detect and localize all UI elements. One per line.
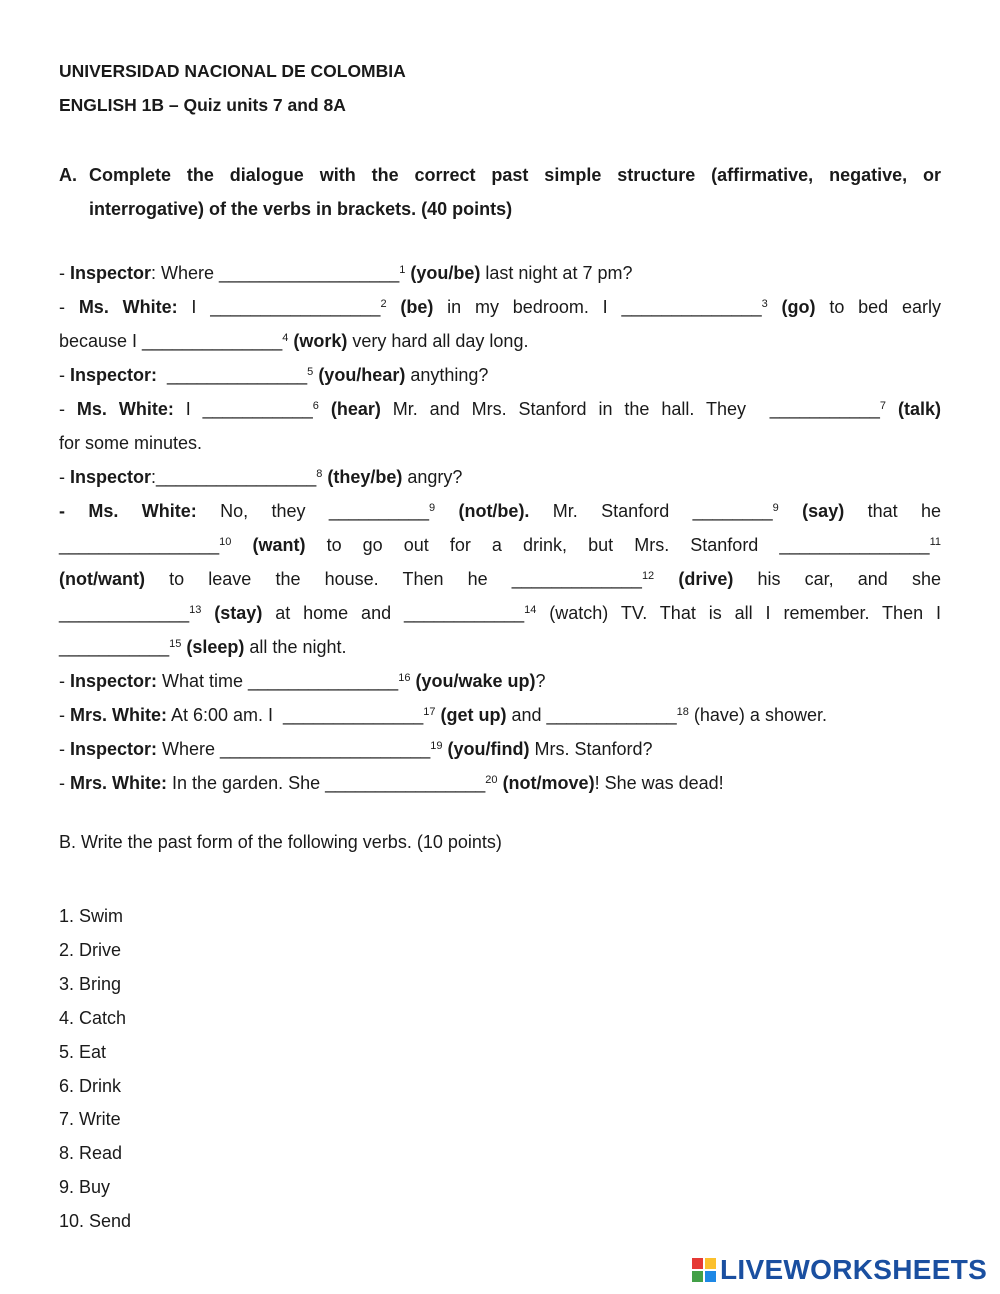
- dialogue-line: - Mrs. White: In the garden. She ________________$^{20}$ (not/move)! She was dead!: [59, 773, 724, 793]
- dialogue-line: - Inspector: Where __________________$^1$ (you/be) last night at 7 pm?: [59, 263, 633, 283]
- logo-square-icon: [692, 1271, 703, 1282]
- section-b-instruction: B. Write the past form of the following verbs. (10 points): [59, 832, 502, 852]
- logo-icon: [692, 1258, 716, 1282]
- dialogue: [59, 256, 941, 800]
- course-title: ENGLISH 1B – Quiz units 7 and 8A: [59, 95, 346, 115]
- list-item: 10. Send: [59, 1211, 132, 1232]
- list-item: 2. Drive: [59, 939, 122, 960]
- dialogue-line: because I ______________$^4$ (work) very hard all day long.: [59, 331, 529, 351]
- dialogue-line: - Ms. White: No, they __________$^9$ (not/be). Mr. Stanford ________$^9$ (say) that he: [59, 501, 941, 521]
- logo-square-icon: [705, 1258, 716, 1269]
- list-item: 9. Buy: [59, 1177, 111, 1198]
- list-item: 3. Bring: [59, 973, 122, 994]
- list-item: 4. Catch: [59, 1007, 127, 1028]
- section-a-text: Complete the dialogue with the correct past simple structure (affirmative, negative, or interrogative) of the verbs in brackets. (40 points): [89, 165, 941, 219]
- dialogue-line: - Inspector: Where _____________________$^{19}$ (you/find) Mrs. Stanford?: [59, 739, 653, 759]
- section-a-letter: A.: [59, 165, 77, 185]
- logo-square-icon: [705, 1271, 716, 1282]
- dialogue-line: for some minutes.: [59, 433, 203, 453]
- list-item: 1. Swim: [59, 906, 124, 926]
- list-item: 5. Eat: [59, 1041, 107, 1062]
- list-item: 6. Drink: [59, 1075, 122, 1096]
- university-title: UNIVERSIDAD NACIONAL DE COLOMBIA: [59, 61, 406, 81]
- logo-text: LIVEWORKSHEETS: [720, 1254, 988, 1285]
- verb-list: [59, 900, 131, 1239]
- dialogue-line: - Inspector: ______________$^5$ (you/hear) anything?: [59, 365, 489, 385]
- dialogue-line: - Inspector:________________$^8$ (they/be) angry?: [59, 467, 463, 487]
- dialogue-line: - Mrs. White: At 6:00 am. I ______________$^{17}$ (get up) and _____________$^{18}$ (have) a shower.: [59, 705, 827, 725]
- section-a-instruction: [59, 158, 941, 226]
- list-item: 8. Read: [59, 1143, 123, 1164]
- dialogue-line: - Inspector: What time _______________$^{16}$ (you/wake up)?: [59, 671, 546, 691]
- liveworksheets-logo[interactable]: [692, 1252, 987, 1288]
- list-item: 7. Write: [59, 1109, 121, 1130]
- dialogue-line: ________________$^{10}$ (want) to go out for a drink, but Mrs. Stanford _______________$^{11}$: [59, 535, 941, 555]
- dialogue-line: - Ms. White: I _________________$^2$ (be) in my bedroom. I ______________$^3$ (go) to bed early: [59, 297, 942, 317]
- dialogue-line: _____________$^{13}$ (stay) at home and ____________$^{14}$ (watch) TV. That is all I remember. Then I: [59, 603, 941, 623]
- dialogue-line: - Ms. White: I ___________$^6$ (hear) Mr. and Mrs. Stanford in the hall. They ___________$^7$ (talk): [59, 399, 941, 419]
- dialogue-line: (not/want) to leave the house. Then he _____________$^{12}$ (drive) his car, and she: [59, 569, 941, 589]
- dialogue-line: ___________$^{15}$ (sleep) all the night.: [59, 637, 347, 657]
- logo-square-icon: [692, 1258, 703, 1269]
